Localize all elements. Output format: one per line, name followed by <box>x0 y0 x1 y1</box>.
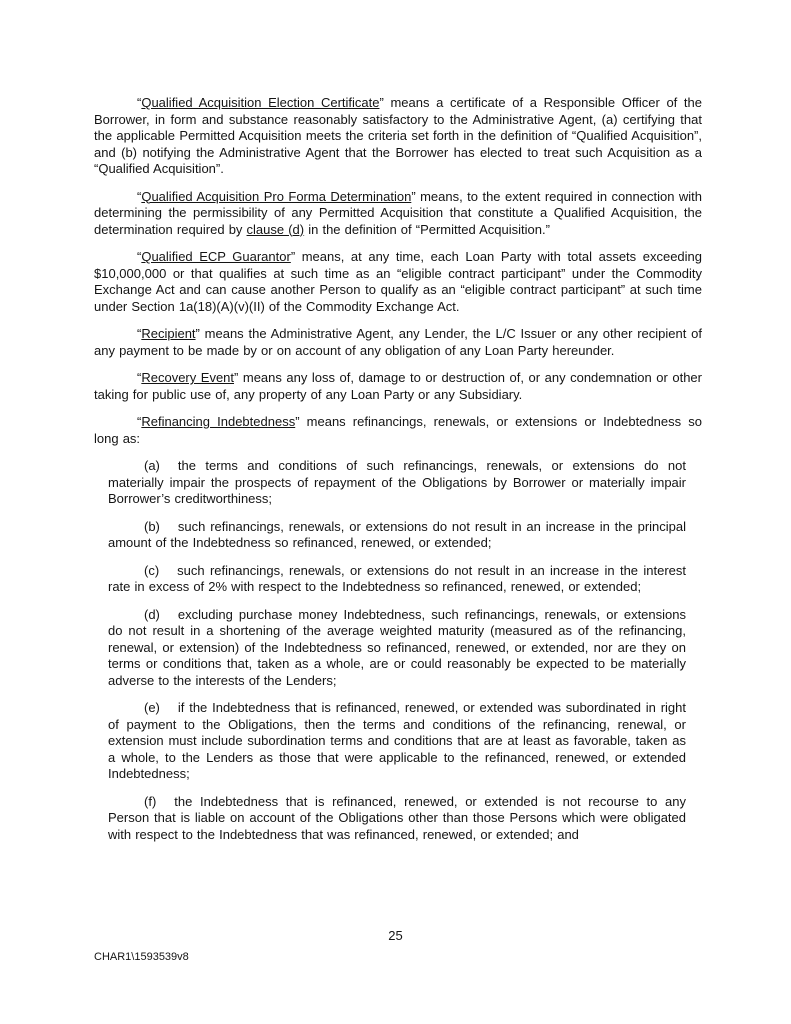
definition-paragraph <box>94 95 702 178</box>
clause-label: (b) <box>144 518 160 534</box>
clause-label: (d) <box>144 606 160 622</box>
body-text: the Indebtedness that is refinanced, renewed, or extended is not recourse to any Person that is liable on account of the Obligations other than those Persons which were obligated with respect to the Indebtedness that was refinanced, renewed, or extended; and <box>108 793 686 842</box>
clause-label: (f) <box>144 793 157 809</box>
definition-paragraph <box>94 414 702 447</box>
body-text: such refinancings, renewals, or extensions do not result in an increase in the principal amount of the Indebtedness so refinanced, renewed, or extended; <box>108 518 686 550</box>
body-text: ” means, to the extent required in connection with determining the permissibility of any Permitted Acquisition that constitute a Qualified Acquisition, the determination required by <box>94 188 702 237</box>
defined-term: Recipient <box>141 326 196 341</box>
sub-clause-paragraph <box>108 607 686 690</box>
body-text: ” means the Administrative Agent, any Lender, the L/C Issuer or any other recipient of any payment to be made by or on account of any obligation of any Loan Party hereunder. <box>94 326 702 358</box>
document-id-footer: CHAR1\1593539v8 <box>94 951 189 963</box>
definition-paragraph <box>94 326 702 359</box>
body-text: “ <box>137 188 142 204</box>
sub-clause-paragraph <box>108 794 686 844</box>
body-text: “ <box>137 326 142 341</box>
body-text: ” means any loss of, damage to or destruction of, or any condemnation or other taking for public use of, any property of any Loan Party or any Subsidiary. <box>94 370 702 402</box>
body-text: “ <box>137 95 142 110</box>
defined-term: Refinancing Indebtedness <box>141 414 296 429</box>
defined-term: Qualified ECP Guarantor <box>141 249 291 264</box>
sub-clause-paragraph <box>108 700 686 783</box>
body-text: ” means, at any time, each Loan Party with total assets exceeding $10,000,000 or that qualifies at such time as an “eligible contract participant” under the Commodity Exchange Act and can cause another Person to qualify as an “eligible contract participant” at such time under Section 1a(18)(A)(v)(II) of the Commodity Exchange Act. <box>94 249 702 314</box>
sub-clause-paragraph <box>108 563 686 596</box>
defined-term: clause (d) <box>246 221 305 237</box>
body-text: “ <box>137 370 142 385</box>
clause-label: (c) <box>144 562 160 578</box>
body-text: in the definition of “Permitted Acquisition.” <box>304 221 550 237</box>
definition-paragraph <box>94 249 702 315</box>
body-text: such refinancings, renewals, or extensions do not result in an increase in the interest rate in excess of 2% with respect to the Indebtedness so refinanced, renewed, or extended; <box>108 562 686 594</box>
body-text: ” means refinancings, renewals, or extensions or Indebtedness so long as: <box>94 414 702 446</box>
sub-clause-paragraph <box>108 519 686 552</box>
defined-term: Qualified Acquisition Pro Forma Determination <box>141 188 412 204</box>
page-number: 25 <box>388 928 403 943</box>
body-text: excluding purchase money Indebtedness, such refinancings, renewals, or extensions do not result in a shortening of the average weighted maturity (measured as of the refinancing, renewal, or extension) of the Indebtedness so refinanced, renewed, or extended, nor are they on terms or conditions that, taken as a whole, are or could reasonably be expected to be materially adverse to the interests of the Lenders; <box>108 606 686 688</box>
defined-term: Qualified Acquisition Election Certificate <box>141 95 380 110</box>
definition-paragraph <box>94 189 702 239</box>
clause-label: (e) <box>144 700 160 715</box>
body-text: if the Indebtedness that is refinanced, renewed, or extended was subordinated in right of payment to the Obligations, then the terms and conditions of the refinancing, renewal, or extension must include subordination terms and conditions that are at least as favorable, taken as a whole, to the Lenders as those that were applicable to the refinanced, renewed, or extended Indebtedness; <box>108 700 686 781</box>
body-text: ” means a certificate of a Responsible Officer of the Borrower, in form and substance reasonably satisfactory to the Administrative Agent, (a) certifying that the applicable Permitted Acquisition meets the criteria set forth in the definition of “Qualified Acquisition”, and (b) notifying the Administrative Agent that the Borrower has elected to treat such Acquisition as a “Qualified Acquisition”. <box>94 95 702 176</box>
defined-term: Recovery Event <box>141 370 235 385</box>
clause-label: (a) <box>144 458 160 473</box>
body-text: “ <box>137 414 142 429</box>
definition-paragraph <box>94 370 702 403</box>
document-body <box>94 95 702 854</box>
body-text: the terms and conditions of such refinancings, renewals, or extensions do not materially impair the prospects of repayment of the Obligations by Borrower or materially impair Borrower’s creditworthiness; <box>108 458 686 506</box>
body-text: “ <box>137 249 142 264</box>
sub-clause-paragraph <box>108 458 686 508</box>
